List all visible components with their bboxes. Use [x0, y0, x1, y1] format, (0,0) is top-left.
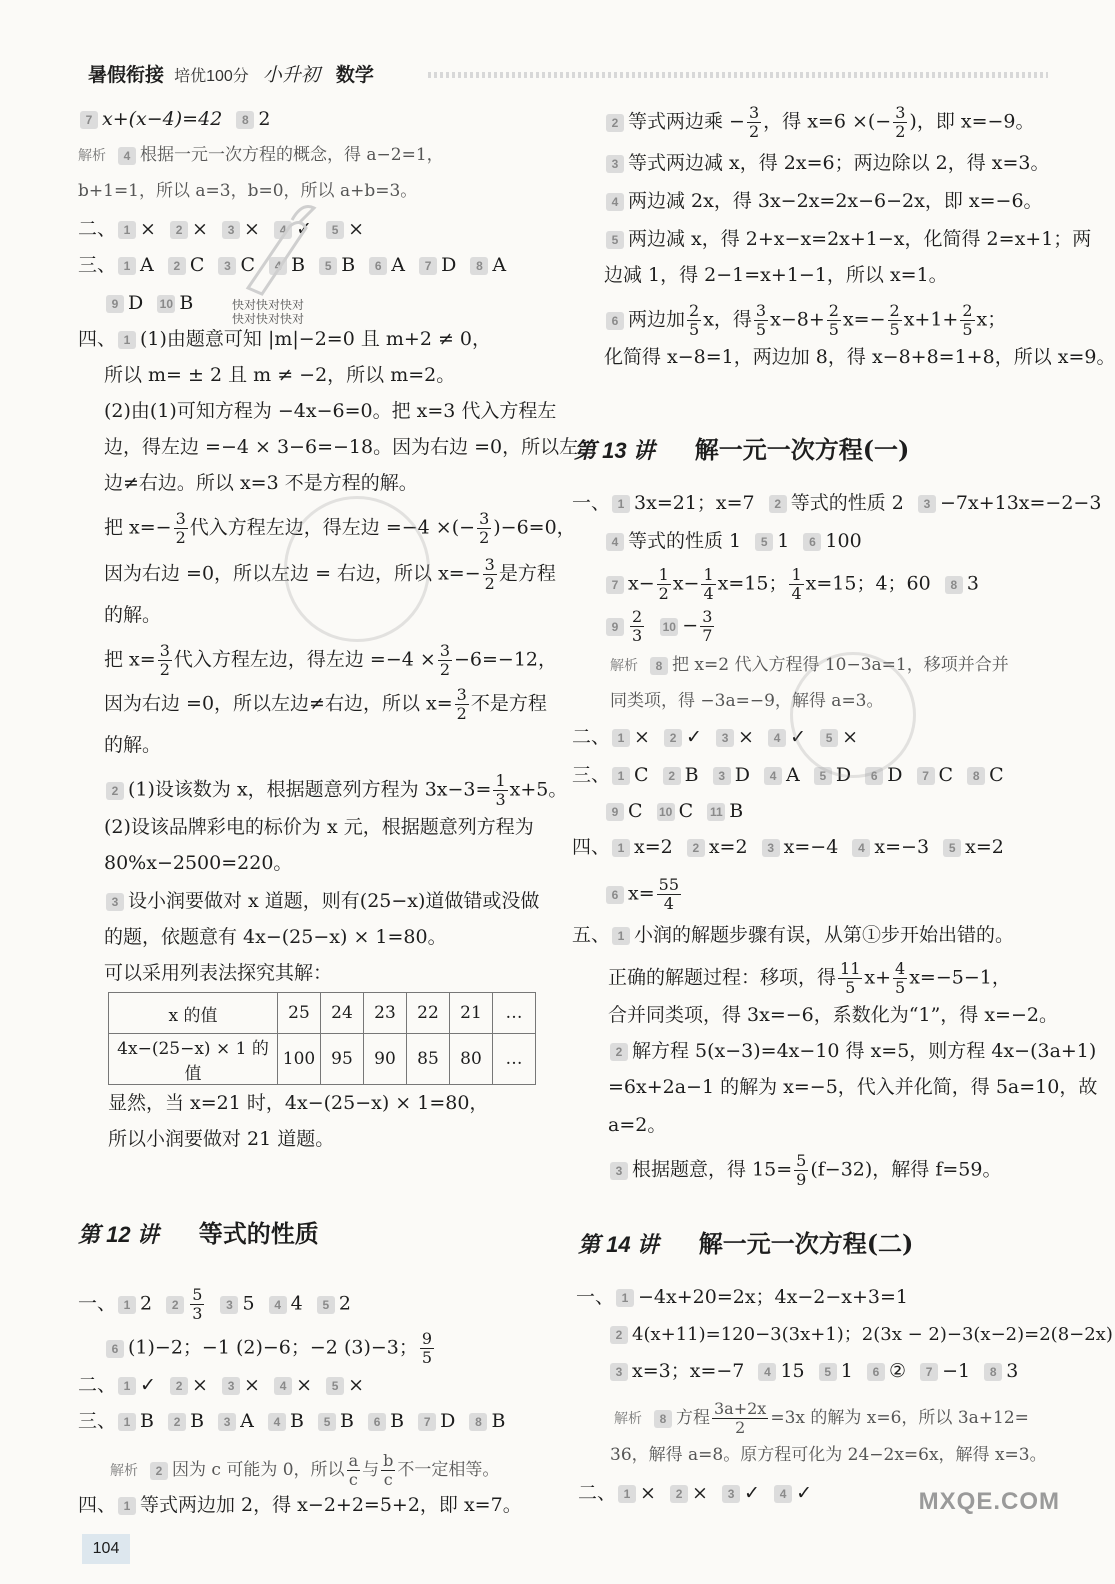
section-heading-13: 第 13 讲 解一元一次方程(一) [574, 435, 910, 464]
series-subtitle: 培优100分 [174, 68, 249, 85]
answer-line: 5 两边减 x，得 2+x−x=2x+1−x，化简得 2=x+1；两 [604, 224, 1091, 254]
answer-line: 五、 1 小润的解题步骤有误，从第①步开始出错的。 [572, 924, 1015, 946]
table-row: 4x−(25−x) × 1 的值 100 95 90 85 80 … [109, 1034, 536, 1085]
trial-table [108, 992, 536, 1085]
answer-line: 3 x=3；x=−7 4 15 5 1 6 ② 7 −1 8 3 [608, 1356, 1018, 1386]
answer-line: 因为右边 =0，所以左边 = 右边，所以 x=− $\frac{3}{2}$ 是方程 [104, 555, 556, 593]
answer-line: 3 设小润要做对 x 道题，则有(25−x)道做错或没做 [104, 886, 539, 916]
answer-line: 正确的解题过程：移项，得 $\frac{11}{5}$ x+ $\frac{4}{5}$ x=−5−1， [608, 959, 1011, 997]
page-header [88, 60, 1048, 94]
answer-line: (2)设该品牌彩电的标价为 x 元，根据题意列方程为 [104, 816, 534, 838]
answer-line: 7 x− $\frac{1}{2}$ x− $\frac{1}{4}$ x=15； $\frac{1}{4}$ x=15；4；60 8 3 [604, 566, 979, 603]
answer-line: 6 (1)−2；−1 (2)−6；−2 (3)−3； $\frac{9}{5}$ [104, 1330, 436, 1367]
answer-line: 2 4(x+11)=120−3(3x+1)；2(3x − 2)−3(x−2)=2(8−2x) [608, 1320, 1113, 1350]
answer-line: 2 (1)设该数为 x，根据题意列方程为 3x−3= $\frac{1}{3}$ x+5。 [104, 772, 567, 809]
answer-line: a=2。 [608, 1114, 667, 1136]
answer-line: 边≠右边。所以 x=3 不是方程的解。 [104, 472, 418, 494]
answer-line: 化简得 x−8=1，两边加 8，得 x−8+8=1+8，所以 x=9。 [604, 346, 1115, 368]
answer-line: 4 两边减 2x，得 3x−2x=2x−6−2x，即 x=−6。 [604, 186, 1043, 216]
carrot-mascot-icon [228, 198, 318, 298]
watermark-text: 快对快对快对 快对快对快对 [232, 298, 305, 326]
explanation-line: 36，解得 a=8。原方程可化为 24−2x=6x，解得 x=3。 [610, 1445, 1047, 1465]
answer-line: 80%x−2500=220。 [104, 852, 293, 874]
answer-line: 6 x= $\frac{55}{4}$ [604, 876, 683, 913]
answer-line: (2)由(1)可知方程为 −4x−6=0。把 x=3 代入方程左 [104, 400, 557, 422]
answer-line: 二、 1 ✓ 2 × 3 × 4 × 5 × [78, 1374, 364, 1396]
answer-line: 边，得左边 =−4 × 3−6=−18。因为右边 =0，所以左 [104, 436, 579, 458]
answer-line: 9 D 10 B [104, 288, 193, 318]
answer-line: 一、 1 2 2 $\frac{5}{3}$ 3 5 4 4 5 2 [78, 1285, 351, 1323]
answer-line: 2 等式两边乘 − $\frac{3}{2}$ ，得 x=6 ×(− $\frac{3}{2}$ )，即 x=−9。 [604, 104, 1035, 141]
answer-line: 一、 1 −4x+20=2x；4x−2−x+3=1 [576, 1286, 909, 1308]
answer-line: 9 $\frac{2}{3}$ 10 − $\frac{3}{7}$ [604, 608, 716, 645]
explanation-line: 同类项，得 −3a=−9，解得 a=3。 [610, 691, 884, 711]
answer-line: 三、 1 C 2 B 3 D 4 A 5 D 6 D 7 C 8 C [572, 764, 1004, 786]
answer-line: 因为右边 =0，所以左边≠右边，所以 x= $\frac{3}{2}$ 不是方程 [104, 685, 547, 723]
section-heading-14: 第 14 讲 解一元一次方程(二) [578, 1229, 914, 1258]
answer-line: 四、 1 等式两边加 2，得 x−2+2=5+2，即 x=7。 [78, 1494, 522, 1516]
page-number: 104 [82, 1534, 130, 1564]
level-label: 小升初 [262, 64, 320, 86]
answer-line: 显然，当 x=21 时，4x−(25−x) × 1=80， [108, 1092, 489, 1114]
explanation-line: 解析 2 因为 c 可能为 0，所以 $\frac{a}{c}$ 与 $\frac{b}{c}$ 不一定相等。 [110, 1451, 500, 1489]
series-title: 暑假衔接 [88, 64, 165, 86]
answer-line: 四、 1 x=2 2 x=2 3 x=−4 4 x=−3 5 x=2 [572, 836, 1004, 858]
explanation-line: b+1=1，所以 a=3，b=0，所以 a+b=3。 [78, 181, 418, 201]
stamp-icon [284, 496, 430, 642]
answer-line: 的解。 [104, 734, 162, 756]
answer-line: 三、 1 A 2 C 3 C 4 B 5 B 6 A 7 D 8 A [78, 254, 507, 276]
subject-label: 数学 [335, 64, 374, 86]
answer-line: 所以小润要做对 21 道题。 [108, 1128, 335, 1150]
explanation-line: 解析 4 根据一元一次方程的概念，得 a−2=1， [78, 145, 444, 165]
answer-line: 所以 m= ± 2 且 m ≠ −2，所以 m=2。 [104, 364, 456, 386]
answer-line: 三、 1 B 2 B 3 A 4 B 5 B 6 B 7 D 8 B [78, 1410, 506, 1432]
answer-line: 6 两边加 $\frac{2}{5}$ x，得 $\frac{3}{5}$ x−8+ $\frac{2}{5}$ x=− $\frac{2}{5}$ x+1+ $\frac{2}{5}$ x； [604, 302, 1006, 339]
answer-line: 2 解方程 5(x−3)=4x−10 得 x=5，则方程 4x−(3a+1) [608, 1036, 1096, 1066]
answer-line: 把 x= $\frac{3}{2}$ 代入方程左边，得左边 =−4 × $\frac{3}{2}$ −6=−12， [104, 641, 558, 679]
section-heading-12: 第 12 讲 等式的性质 [78, 1219, 319, 1248]
header-rule [428, 72, 1048, 78]
answer-line: 四、 1 (1)由题意可知 |m|−2=0 且 m+2 ≠ 0， [78, 328, 491, 350]
answer-line: 4 等式的性质 1 5 1 6 100 [604, 526, 862, 556]
answer-line: 二、 1 × 2 ✓ 3 × 4 ✓ 5 × [572, 726, 858, 748]
answer-line: 的解。 [104, 604, 162, 626]
answer-line: 可以采用列表法探究其解： [104, 962, 333, 984]
answer-line: =6x+2a−1 的解为 x=−5，代入并化简，得 5a=10，故 [608, 1076, 1098, 1098]
answer-line: 二、 1 × 2 × 3 × 4 ✓ 5 × [78, 218, 364, 240]
answer-line: 的题，依题意有 4x−(25−x) × 1=80。 [104, 926, 447, 948]
answer-line: 7 x+(x−4)=42 8 2 [78, 104, 270, 134]
explanation-line: 解析 8 方程 $\frac{3a+2x}{2}$ =3x 的解为 x=6，所以 3a+12= [614, 1399, 1029, 1437]
answer-line: 3 等式两边减 x，得 2x=6；两边除以 2，得 x=3。 [604, 148, 1050, 178]
explanation-line: 解析 8 把 x=2 代入方程得 10−3a=1，移项并合并 [610, 655, 1009, 675]
answer-line: 一、 1 3x=21；x=7 2 等式的性质 2 3 −7x+13x=−2−3 [572, 492, 1102, 514]
answer-line: 9 C 10 C 11 B [604, 796, 743, 826]
stamp-icon [790, 652, 916, 778]
answer-line: 边减 1，得 2−1=x+1−1，所以 x=1。 [604, 264, 948, 286]
corner-logo: MXQE.COM [918, 1488, 1060, 1515]
table-row: x 的值 25 24 23 22 21 … [109, 993, 536, 1034]
answer-line: 3 根据题意，得 15= $\frac{5}{9}$ (f−32)，解得 f=59。 [608, 1152, 1001, 1189]
answer-line: 把 x=− $\frac{3}{2}$ 代入方程左边，得左边 =−4 ×(− $\frac{3}{2}$ )−6=0， [104, 509, 576, 547]
answer-line: 合并同类项，得 3x=−6，系数化为“1”，得 x=−2。 [608, 1004, 1058, 1026]
answer-line: 二、 1 × 2 × 3 ✓ 4 ✓ [578, 1482, 812, 1504]
